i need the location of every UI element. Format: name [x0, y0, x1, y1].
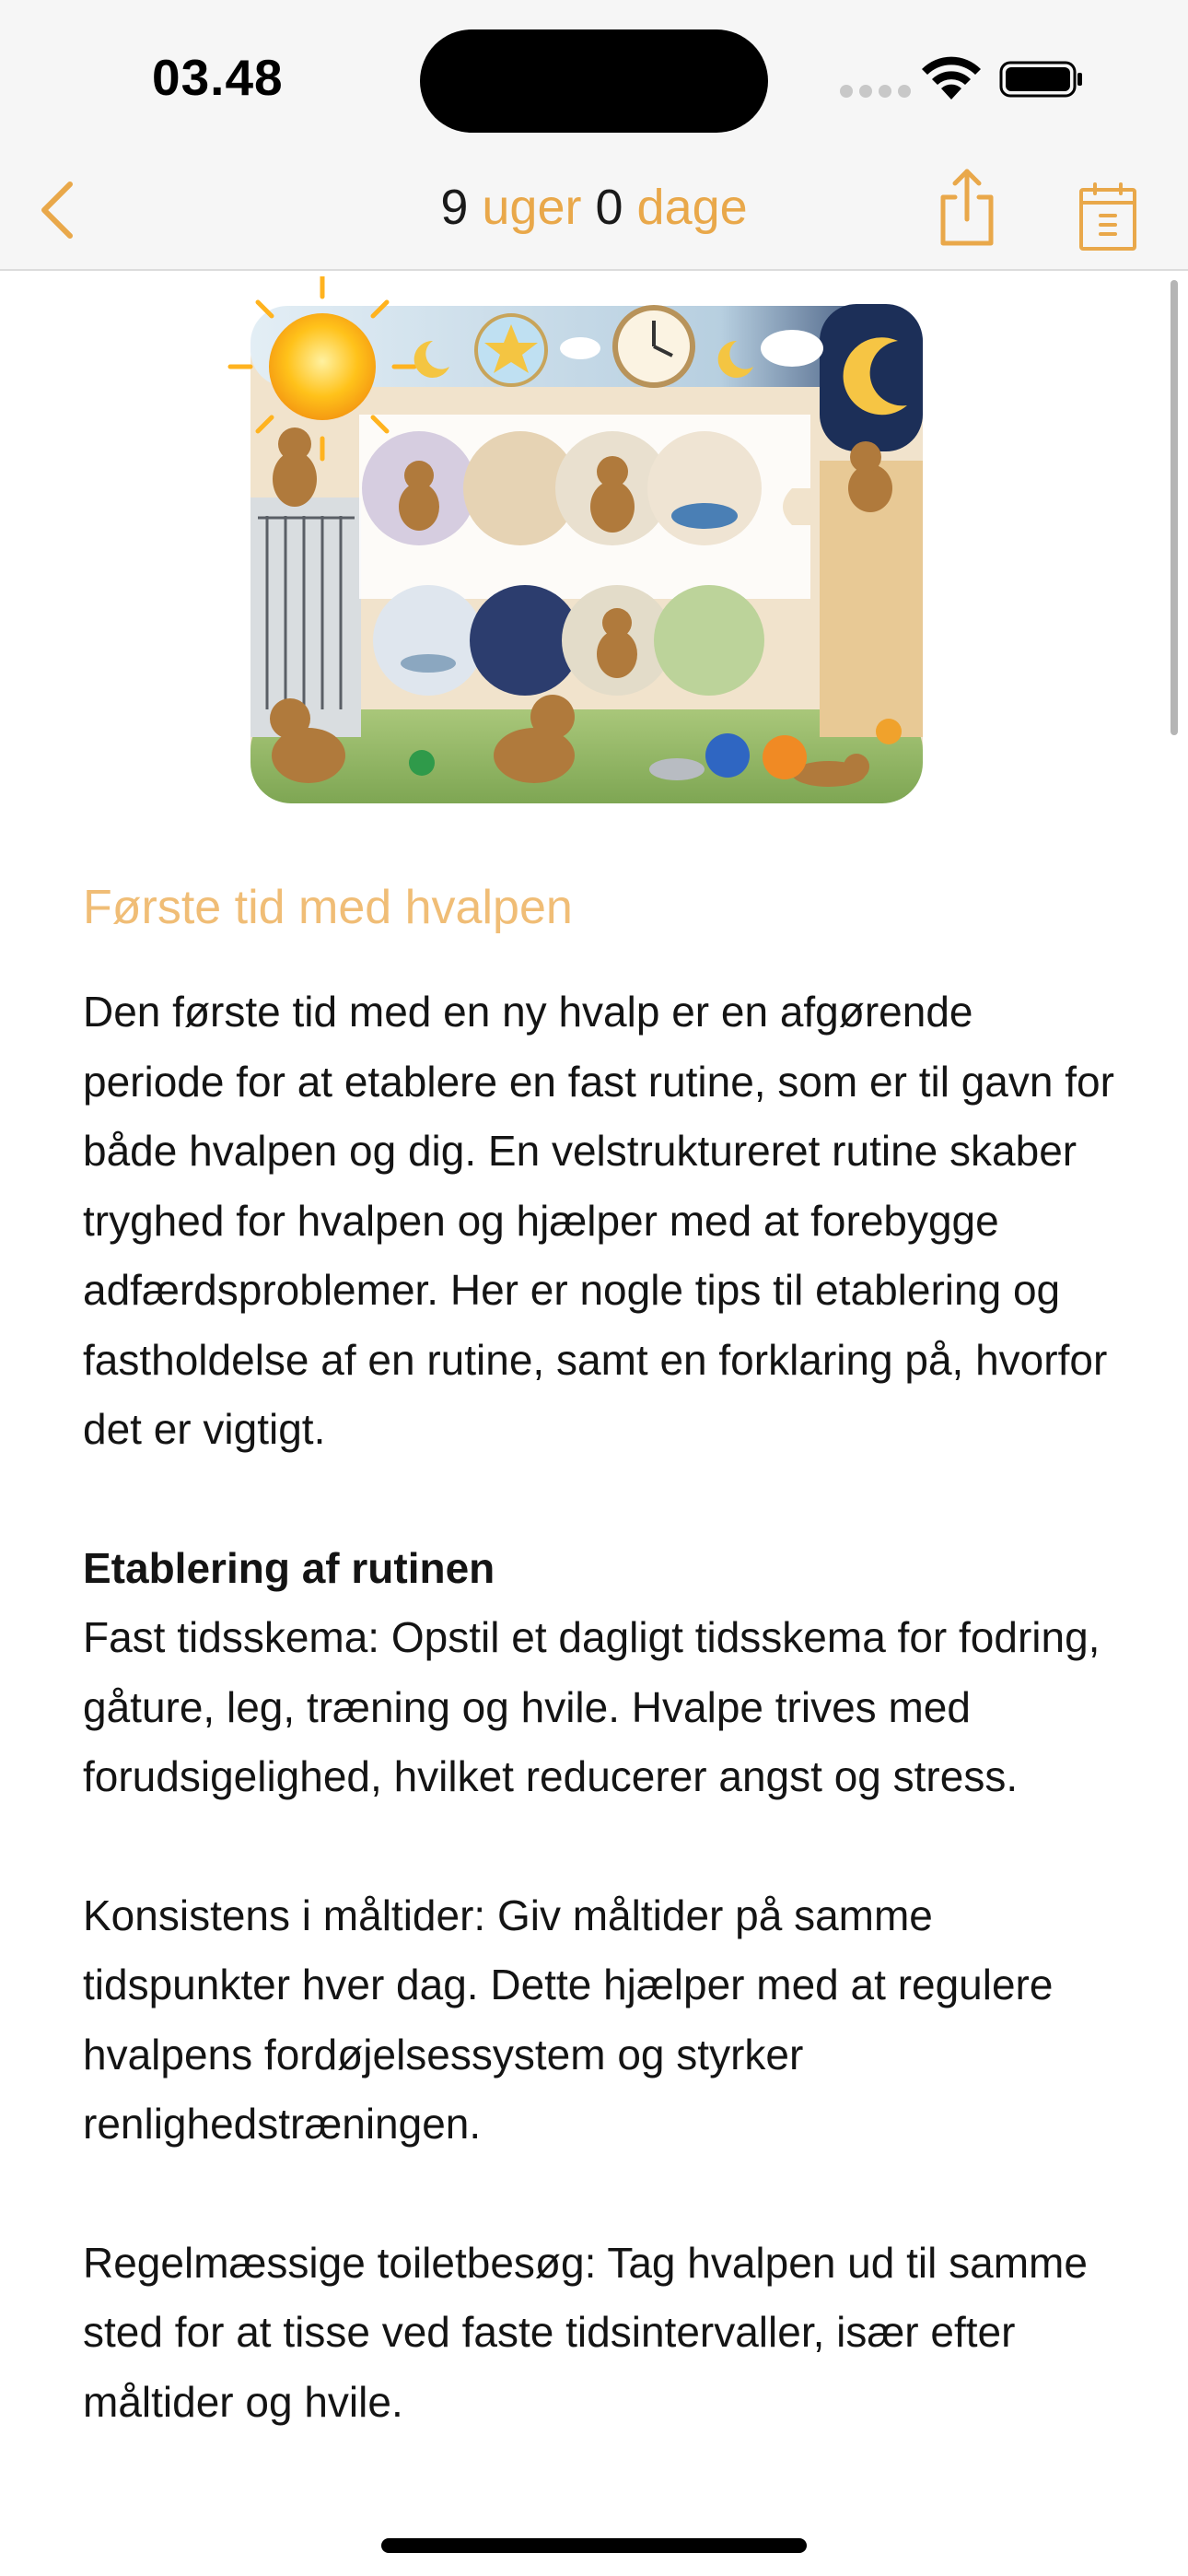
tip-paragraph: Regelmæssige toiletbesøg: Tag hvalpen ud til samme sted for at tisse ved faste tidsintervaller, især efter måltider og hvile.: [83, 2238, 1088, 2426]
home-indicator[interactable]: [381, 2538, 807, 2553]
wifi-icon: [919, 53, 984, 101]
weeks-unit: uger: [482, 180, 582, 235]
cellular-signal-icon: [840, 85, 911, 98]
article-title: Første tid med hvalpen: [83, 881, 573, 934]
tip-paragraph: Konsistens i måltider: Giv måltider på samme tidspunkter hver dag. Dette hjælper med at regulere hvalpens fordøjelsessystem og styrker renlighedstræningen.: [83, 1891, 1054, 2148]
article: [83, 871, 1114, 2437]
days-unit: dage: [636, 180, 748, 235]
status-time: 03.48: [152, 49, 284, 106]
section-heading: Etablering af rutinen: [83, 1543, 495, 1592]
navigation-bar: [0, 147, 1188, 271]
share-icon: [943, 171, 991, 243]
article-intro: Den første tid med en ny hvalp er en afgørende periode for at etablere en fast rutine, som er til gavn for både hvalpen og dig. En velstruktureret rutine skaber tryghed for hvalpen og hjælper med at forebygge adfærdsproblemer. Her er nogle tips til etablering og fastholdelse af en rutine, samt en forklaring på, hvorfor det er vigtigt.: [83, 988, 1114, 1453]
tip-paragraph: Fast tidsskema: Opstil et dagligt tidsskema for fodring, gåture, leg, træning og hvile. Hvalpe trives med forudsigelighed, hvilket reducerer angst og stress.: [83, 1613, 1101, 1800]
bottom-safe-area: [0, 2478, 1188, 2576]
age-title: [0, 179, 1188, 236]
battery-icon: [999, 61, 1084, 98]
calendar-icon: [1081, 184, 1135, 249]
status-bar: [0, 0, 1188, 147]
weeks-value: 9: [440, 180, 469, 235]
calendar-button[interactable]: [1070, 181, 1144, 254]
share-button[interactable]: [930, 166, 1004, 249]
scroll-indicator[interactable]: [1171, 280, 1178, 735]
dynamic-island: [420, 29, 768, 133]
puppy-routine-illustration: [221, 276, 949, 820]
days-value: 0: [595, 180, 623, 235]
